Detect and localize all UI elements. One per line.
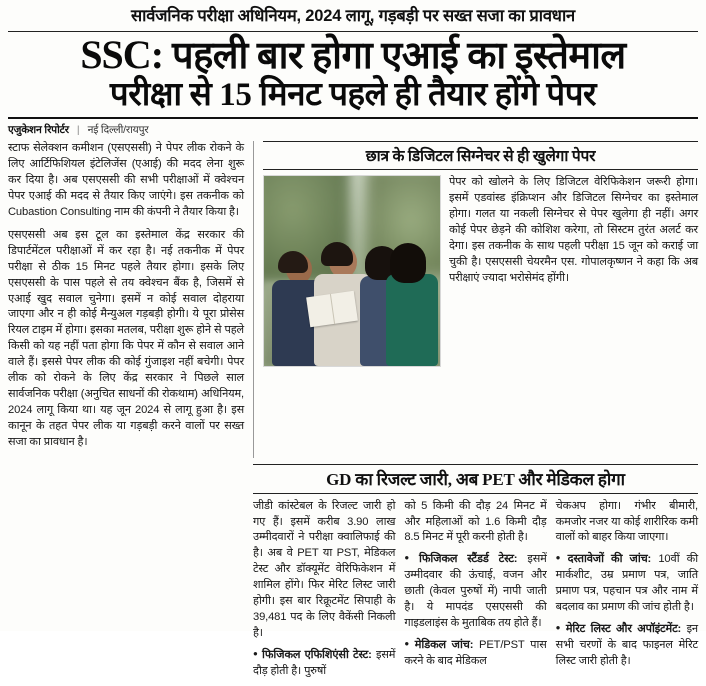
gd-column-1 [253, 499, 395, 686]
gd-c1-bullet-1-text: इसमें दौड़ होती है। पुरुषों [253, 648, 396, 677]
kicker-line: सार्वजनिक परीक्षा अधिनियम, 2024 लागू, गड़बड़ी पर सख्त सजा का प्रावधान [131, 7, 575, 25]
bullet-dot-icon [404, 639, 414, 651]
gd-c2-bullet-1-title: फिजिकल स्टैंडर्ड टेस्ट: [419, 553, 518, 566]
bullet-dot-icon [556, 553, 568, 565]
gd-c1-bullet-1 [253, 648, 395, 680]
lower-left-spacer [8, 458, 244, 686]
gd-column-2 [404, 499, 546, 686]
bullet-dot-icon [556, 623, 566, 635]
byline-reporter: एजुकेशन रिपोर्टर [8, 124, 69, 137]
photo-side-paragraph-1: पेपर को खोलने के लिए डिजिटल वेरिफिकेशन जरूरी होगा। इसमें एडवांस्ड इंक्रिप्शन और डिजिटल सिग्नेचर का इस्तेमाल होगा। गलत या नकली सिग्नेचर से पेपर खुलेगा ही नहीं। अगर कोई पेपर छेड़ने की कोशिश करेगा, तो सिस्टम तुरंत अलर्ट कर देगा। इस तकनीक के साथ पहली परीक्षा 15 जून को कराई जा चुकी है। एसएससी चेयरमैन एस. गोपालकृष्णन ने कहा कि अब परीक्षाएं ज्यादा भरोसेमंद होंगी। [449, 176, 698, 284]
headline-lead-ssc: SSC: [80, 31, 164, 77]
gd-c3-bullet-1 [556, 552, 698, 616]
gd-c3-bullet-1-title: दस्तावेजों की जांच: [567, 553, 652, 566]
byline-separator: | [76, 124, 80, 137]
byline [8, 123, 244, 140]
photo-student-4 [386, 247, 438, 366]
lower-section [8, 458, 698, 686]
bullet-dot-icon [253, 649, 262, 661]
headline-line-2: परीक्षा से 15 मिनट पहले ही तैयार होंगे पेपर [109, 76, 597, 113]
gd-c2-bullet-2-text: PET/PST पास करने के बाद मेडिकल [404, 638, 547, 667]
gd-subheadline: GD का रिजल्ट जारी, अब PET और मेडिकल होगा [253, 464, 698, 494]
gd-section [253, 458, 698, 686]
gd-c3-bullet-2-text: इन सभी चरणों के बाद फाइनल मेरिट लिस्ट जारी होती है। [555, 622, 698, 667]
right-column [263, 141, 698, 457]
gd-c2-bullet-2 [404, 638, 546, 670]
students-photo [263, 175, 441, 367]
photo-subheadline: छात्र के डिजिटल सिग्नेचर से ही खुलेगा पेपर [263, 141, 698, 170]
divider-under-headline [8, 117, 698, 119]
gd-c3-bullet-2-title: मेरिट लिस्ट और अपॉइंटमेंट: [565, 622, 682, 635]
headline-line-1-text: पहली बार होगा एआई का इस्तेमाल [172, 34, 626, 77]
gd-columns [253, 499, 698, 686]
gd-c1-paragraph-1: जीडी कांस्टेबल के रिजल्ट जारी हो गए हैं। इसमें करीब 3.90 लाख उम्मीदवारों ने परीक्षा क्वालिफाई की है। अब वे PET या PST, मेडिकल टेस्ट और डॉक्यूमेंट वेरिफिकेशन में शामिल होंगे। फिर मेरिट लिस्ट जारी होगी। इस बार रिक्रूटमेंट सिपाही के 39,481 पद के लिए वैकेंसी निकली है। [253, 499, 396, 639]
gd-c2-bullet-1 [404, 552, 546, 632]
byline-place: नई दिल्ली/रायपुर [87, 124, 149, 137]
gd-c3-bullet-1-text: 10वीं की मार्कशीट, उम्र प्रमाण पत्र, जाति प्रमाण पत्र, पहचान पत्र और नाम में बदलाव का प्रमाण की जांच होती है। [555, 553, 698, 614]
bullet-dot-icon [404, 553, 419, 565]
column-divider [253, 141, 254, 457]
gd-c2-paragraph-1: को 5 किमी की दौड़ 24 मिनट में और महिलाओं को 1.6 किमी दौड़ 8.5 मिनट में पूरी करनी होती है। [404, 499, 547, 544]
gd-c1-bullet-1-title: फिजिकल एफिशिएंसी टेस्ट: [262, 648, 372, 661]
gd-c3-bullet-2 [556, 622, 698, 670]
photo-row [263, 175, 698, 367]
photo-side-text [449, 175, 698, 367]
gd-c3-paragraph-1: चेकअप होगा। गंभीर बीमारी, कमजोर नजर या कोई शारीरिक कमी वालों को बाहर किया जाएगा। [555, 499, 698, 544]
left-paragraph-2: एसएससी अब इस टूल का इस्तेमाल केंद्र सरकार की डिपार्टमेंटल परीक्षाओं में कर रहा है। नई तकनीक में पेपर परीक्षा से ठीक 15 मिनट पहले तैयार होगा। इसके लिए एसएससी के पास पहले से तय क्वेश्चन बैंक है, जिसमें से एआई खुद सवाल चुनेगा। इसमें न कोई सवाल दोहराया जाएगा और न ही कोई मैन्युअल गड़बड़ी होगी। ये पूरा प्रोसेस रियल टाइम में होगा। इसका मतलब, परीक्षा शुरू होने से पहले किसी को यह नहीं पता होगा कि पेपर में कौन से सवाल आने वाले हैं। इससे पेपर लीक की कोई गुंजाइश नहीं बचेगी। पेपर लीक को रोकने के लिए केंद्र सरकार ने पिछले साल सार्वजनिक परीक्षा (अनुचित साधनों की रोकथाम) अधिनियम, 2024 लागू किया था। यह जून 2024 से लागू हुआ है। इस कानून के तहत पेपर लीक या गड़बड़ी करने वालों पर सख्त सजा का प्रावधान है। [8, 228, 244, 448]
headline-line-1 [8, 31, 698, 77]
gd-column-3 [556, 499, 698, 686]
gd-c2-bullet-2-title: मेडिकल जांच: [414, 638, 474, 651]
gd-c2-bullet-1-text: इसमें उम्मीदवार की ऊंचाई, वजन और छाती (केवल पुरुषों में) नापी जाती है। ये मापदंड एसएससी की गाइडलाइंस के मुताबिक तय होते हैं। [404, 553, 547, 629]
left-paragraph-1: स्टाफ सेलेक्शन कमीशन (एसएससी) ने पेपर लीक रोकने के लिए आर्टिफिशियल इंटेलिजेंस (एआई) की मदद लेना शुरू कर दिया है। अब एसएससी की सभी परीक्षाओं में क्वेश्चन पेपर एआई की मदद से तैयार किए जाएंगे। इस तकनीक को Cubastion Consulting नाम की कंपनी ने तैयार किया है। [8, 142, 244, 219]
article-body [8, 141, 698, 457]
left-column [8, 141, 244, 457]
